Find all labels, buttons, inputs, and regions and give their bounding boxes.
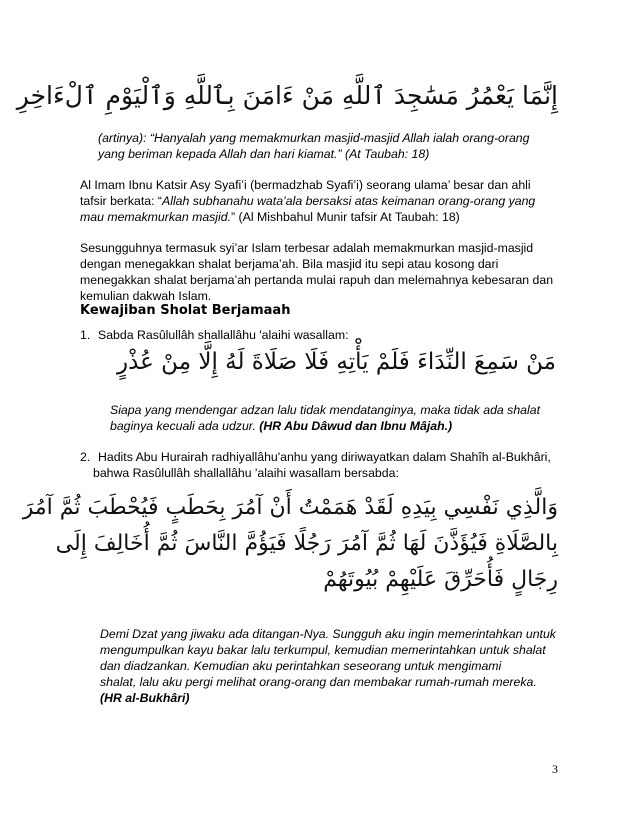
translation-line: mengumpulkan kayu bakar lalu terkumpul, kemudian memerintahkan untuk shalat <box>100 643 546 657</box>
quote-italic: Allah subhanahu wata’ala bersaksi atas keimanan orang-orang yang <box>162 194 536 208</box>
paragraph-line <box>80 193 570 209</box>
list-item-text: bahwa Rasûlullâh shallallâhu 'alaihi wasallam bersabda: <box>93 466 399 480</box>
hadith-translation <box>110 402 570 434</box>
paragraph-line: Al Imam Ibnu Katsir Asy Syafi’i (bermadzhab Syafi’i) seorang ulama’ besar dan ahli <box>80 178 531 192</box>
translation-text: baginya kecuali ada udzur. <box>110 419 256 433</box>
page-number: 3 <box>552 762 558 776</box>
quote-italic: mau memakmurkan masjid. <box>80 210 232 224</box>
translation-line: Demi Dzat yang jiwaku ada ditangan-Nya. Sungguh aku ingin memerintahkan untuk <box>100 627 556 641</box>
list-item-text: Sabda Rasûlullâh shallallâhu 'alaihi wasallam: <box>98 328 349 342</box>
paragraph-ibnu-katsir <box>80 177 570 225</box>
arabic-line: رِجَالٍ فَأُحَرِّقَ عَلَيْهِمْ بُيُوتَهُمْ <box>323 567 558 592</box>
hadith-citation: (HR al-Bukhâri) <box>100 691 190 705</box>
paragraph-syiar <box>80 240 570 304</box>
paragraph-line: dengan menegakkan shalat berjama’ah. Bila masjid itu sepi atau kosong dari <box>80 257 499 271</box>
paragraph-line: menegakkan shalat berjama’ah pertanda mulai rapuh dan melemahnya kebesaran dan <box>80 273 554 287</box>
arabic-line: بِالصَّلَاةِ فَيُؤَذَّنَ لَهَا ثُمَّ آمُرَ رَجُلًا فَيَؤُمَّ النَّاسَ ثُمَّ أُخَالِفَ إِلَى <box>55 531 558 556</box>
verse-translation-line: (artinya): “Hanyalah yang memakmurkan masjid-masjid Allah ialah orang-orang <box>98 131 530 145</box>
translation-line: Siapa yang mendengar adzan lalu tidak mendatanginya, maka tidak ada shalat <box>110 403 540 417</box>
section-heading: Kewajiban Sholat Berjamaah <box>80 303 291 318</box>
hadith-arabic <box>22 490 558 598</box>
paragraph-line <box>80 209 570 225</box>
paragraph-line: Sesungguhnya termasuk syi’ar Islam terbesar adalah memakmurkan masjid-masjid <box>80 241 534 255</box>
paragraph-line: kemulian dakwah Islam. <box>80 289 212 303</box>
translation-line: dan diadzankan. Kemudian aku perintahkan seseorang untuk mengimami <box>100 659 502 673</box>
hadith-arabic: مَنْ سَمِعَ النِّدَاءَ فَلَمْ يَأْتِهِ فَلَا صَلَاةَ لَهُ إِلَّا مِنْ عُذْرٍ <box>116 349 556 375</box>
list-item-text: Hadits Abu Hurairah radhiyallâhu'anhu yang diriwayatkan dalam Shahîh al-Bukhâri, <box>98 450 551 464</box>
hadith-translation <box>100 626 562 706</box>
text-span: ” (Al Mishbahul Munir tafsir At Taubah: 18) <box>231 210 460 224</box>
text-span: tafsir berkata: “ <box>80 194 163 208</box>
hadith-citation: (HR Abu Dâwud dan Ibnu Mâjah.) <box>259 419 453 433</box>
list-number: 1. <box>80 328 91 342</box>
verse-translation-line: yang beriman kepada Allah dan hari kiamat.” (At Taubah: 18) <box>98 147 430 161</box>
arabic-line: وَالَّذِي نَفْسِي بِيَدِهِ لَقَدْ هَمَمْتُ أَنْ آمُرَ بِحَطَبٍ فَيُحْطَبَ ثُمَّ آمُرَ <box>22 495 558 520</box>
quran-verse-arabic: إِنَّمَا يَعْمُرُ مَسَٰجِدَ ٱللَّهِ مَنْ ءَامَنَ بِٱللَّهِ وَٱلْيَوْمِ ٱلْءَاخِرِ <box>16 81 558 110</box>
translation-line <box>110 418 570 434</box>
translation-line: shalat, lalu aku pergi melihat orang-orang dan membakar rumah-rumah mereka. <box>100 675 537 689</box>
verse-translation <box>98 130 568 162</box>
list-number: 2. <box>80 450 91 464</box>
